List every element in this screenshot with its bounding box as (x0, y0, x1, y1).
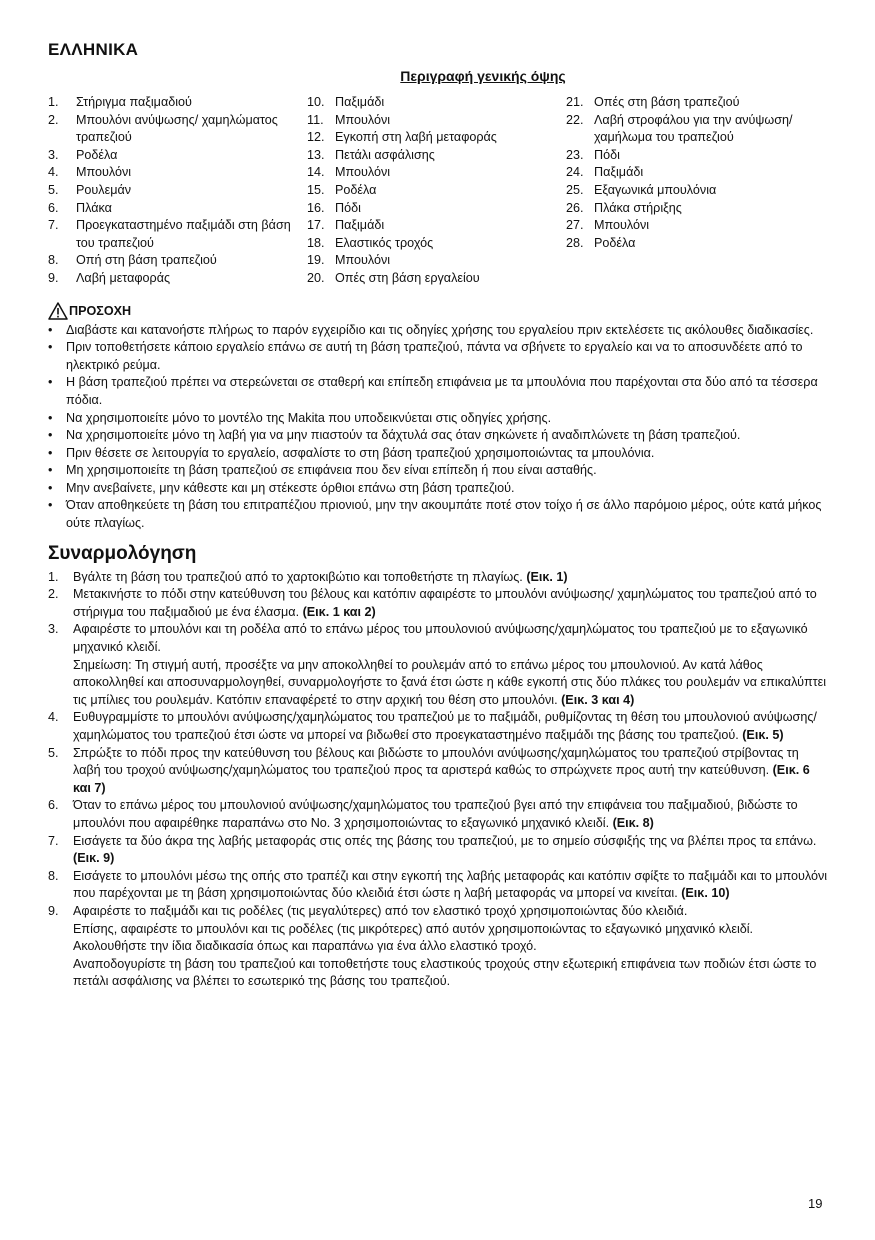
part-item (307, 182, 566, 200)
figure-reference: (Εικ. 10) (681, 886, 730, 901)
part-item (566, 235, 828, 253)
step-note-line (73, 657, 828, 710)
step-body (73, 797, 828, 832)
part-label: Πλάκα (76, 200, 112, 215)
part-number: 5. (48, 182, 59, 197)
part-label: Λαβή μεταφοράς (76, 270, 171, 285)
caution-item (48, 322, 828, 340)
part-label: Ρουλεμάν (76, 182, 132, 197)
part-item (307, 252, 566, 270)
part-label: Μπουλόνι ανύψωσης/ χαμηλώματος τραπεζιού (76, 112, 278, 145)
part-number: 16. (307, 200, 325, 215)
step-text: Εισάγετε το μπουλόνι μέσω της οπής στο τραπέζι και στην εγκοπή της λαβής μεταφοράς και κατόπιν σφίξτε το παξιμάδι και το μπουλόνι που παρέχονται με τη βάση χρησιμοποιώντας δύο κλειδιά έτσι ώστε η λαβή μεταφοράς να μπορεί να κινείται. (73, 868, 828, 901)
parts-column-3 (566, 94, 828, 288)
figure-reference: (Εικ. 1) (526, 569, 568, 584)
part-number: 11. (307, 112, 324, 127)
part-number: 7. (48, 218, 59, 233)
step-body (73, 709, 828, 744)
part-label: Μπουλόνι (335, 253, 391, 268)
caution-text: Να χρησιμοποιείτε μόνο τη λαβή για να μην πιαστούν τα δάχτυλά σας όταν σηκώνετε ή αναδιπλώνετε τη βάση τραπεζιού. (66, 428, 741, 443)
part-label: Οπές στη βάση τραπεζιού (594, 95, 740, 109)
step-text-line (73, 797, 828, 832)
part-number: 20. (307, 270, 325, 285)
step-extra-paragraph: Αναποδογυρίστε τη βάση του τραπεζιού και τοποθετήστε τους ελαστικούς τροχούς στην εξωτερική επιφάνεια των ποδιών έτσι ώστε το πετάλι ασφάλισης να βλέπει το εσωτερικό της βάσης του τραπεζιού. (73, 956, 817, 989)
step-text: Βγάλτε τη βάση του τραπεζιού από το χαρτοκιβώτιο και τοποθετήστε τη πλαγίως. (73, 569, 527, 584)
step-number: 1. (48, 569, 59, 584)
part-item (307, 217, 566, 235)
part-label: Πετάλι ασφάλισης (335, 147, 435, 162)
part-label: Μπουλόνι (335, 112, 391, 127)
part-number: 27. (566, 218, 584, 233)
figure-reference: (Εικ. 3 και 4) (561, 692, 635, 707)
caution-list (48, 322, 828, 533)
caution-text: Διαβάστε και κατανοήστε πλήρως το παρόν εγχειρίδιο και τις οδηγίες χρήσης του εργαλείου πριν εκτελέσετε τις ακόλουθες διαδικασίες. (66, 322, 814, 337)
assembly-step (48, 586, 828, 621)
figure-reference: (Εικ. 6 και 7) (73, 763, 810, 795)
assembly-step (48, 709, 828, 744)
part-item (307, 235, 566, 253)
figure-reference: (Εικ. 9) (73, 851, 115, 866)
part-item (307, 129, 566, 147)
caution-item (48, 462, 828, 480)
assembly-heading: Συναρμολόγηση (48, 542, 197, 564)
bullet-glyph: • (48, 375, 53, 390)
bullet-glyph: • (48, 445, 53, 460)
part-label: Στήριγμα παξιμαδιού (76, 95, 192, 109)
part-number: 19. (307, 253, 325, 268)
part-number: 6. (48, 200, 59, 215)
part-number: 28. (566, 235, 584, 250)
step-number: 5. (48, 745, 59, 760)
part-number: 12. (307, 130, 325, 145)
part-label: Προεγκαταστημένο παξιμάδι στη βάση του τραπεζιού (76, 218, 291, 250)
part-label: Μπουλόνι (76, 165, 132, 180)
part-item (48, 182, 307, 200)
part-item (566, 182, 828, 200)
step-extra-paragraph: Επίσης, αφαιρέστε το μπουλόνι και τις ροδέλες (τις μικρότερες) από αυτόν χρησιμοποιώντας το εξαγωνικό μηχανικό κλειδί. (73, 921, 754, 936)
step-text-line (73, 569, 828, 587)
step-extra-paragraph: Ακολουθήστε την ίδια διαδικασία όπως και παραπάνω για ένα άλλο ελαστικό τροχό. (73, 939, 537, 954)
caution-item (48, 480, 828, 498)
step-body (73, 621, 828, 709)
part-item (48, 94, 307, 112)
part-item (307, 164, 566, 182)
part-item (566, 217, 828, 235)
caution-title: ΠΡΟΣΟΧΗ (69, 303, 132, 318)
part-label: Μπουλόνι (594, 218, 650, 233)
part-item (307, 94, 566, 112)
bullet-glyph: • (48, 498, 53, 513)
part-number: 22. (566, 112, 584, 127)
part-number: 13. (307, 147, 325, 162)
part-number: 18. (307, 235, 325, 250)
part-label: Εγκοπή στη λαβή μεταφοράς (335, 130, 497, 145)
assembly-step (48, 621, 828, 709)
step-text: Μετακινήστε το πόδι στην κατεύθυνση του βέλους και κατόπιν αφαιρέστε το μπουλόνι ανύψωσης/ χαμηλώματος του τραπεζιού από το στήριγμα του παξιμαδιού με ένα έλασμα. (73, 587, 817, 619)
step-text: Εισάγετε τα δύο άκρα της λαβής μεταφοράς στις οπές της βάσης του τραπεζιού, με το σημείο σύσφιξής της να βλέπει προς τα επάνω. (73, 833, 817, 848)
step-text-line (73, 903, 828, 921)
parts-column-2 (307, 94, 566, 288)
caution-text: Η βάση τραπεζιού πρέπει να στερεώνεται σε σταθερή και επίπεδη επιφάνεια με τα μπουλόνια που παρέχονται στα δύο από τα τέσσερα πόδια. (66, 375, 818, 407)
step-text-line (73, 745, 828, 798)
warning-triangle-icon (48, 302, 68, 320)
bullet-glyph: • (48, 410, 53, 425)
part-label: Οπή στη βάση τραπεζιού (76, 253, 217, 268)
part-number: 10. (307, 95, 325, 109)
step-text: Όταν το επάνω μέρος του μπουλονιού ανύψωσης/χαμηλώματος του τραπεζιού βγει από την επιφάνεια του παξιμαδιού, βιδώστε το μπουλόνι που αφαιρέθηκε παραπάνω στο No. 3 χρησιμοποιώντας το εξαγωνικό μηχανικό κλειδί. (73, 798, 798, 830)
caution-item (48, 497, 828, 532)
part-label: Παξιμάδι (335, 218, 385, 233)
part-label: Ροδέλα (335, 182, 377, 197)
part-label: Πόδι (594, 147, 620, 162)
parts-list (48, 94, 828, 288)
part-number: 14. (307, 165, 325, 180)
part-item (307, 270, 566, 288)
part-label: Ελαστικός τροχός (335, 235, 434, 250)
part-item (566, 164, 828, 182)
caution-text: Πριν θέσετε σε λειτουργία το εργαλείο, ασφαλίστε το στη βάση τραπεζιού χρησιμοποιώντας τα μπουλόνια. (66, 445, 655, 460)
caution-text: Όταν αποθηκεύετε τη βάση του επιτραπέζιου πριονιού, μην την ακουμπάτε ποτέ στον τοίχο ή σε άλλο παρόμοιο μέρος, ούτε κατά μήκος ούτε πλαγίως. (66, 498, 822, 531)
language-heading: ΕΛΛΗΝΙΚΑ (48, 40, 139, 59)
step-body (73, 745, 828, 798)
assembly-step (48, 833, 828, 868)
bullet-glyph: • (48, 480, 53, 495)
part-item (48, 147, 307, 165)
part-number: 24. (566, 165, 584, 180)
assembly-steps (48, 569, 828, 991)
step-number: 8. (48, 868, 59, 883)
part-item (48, 217, 307, 252)
bullet-glyph: • (48, 340, 53, 355)
part-label: Ροδέλα (76, 147, 118, 162)
caution-text: Μην ανεβαίνετε, μην κάθεστε και μη στέκεστε όρθιοι επάνω στη βάση τραπεζιού. (66, 480, 515, 495)
part-number: 1. (48, 95, 59, 109)
section-subtitle: Περιγραφή γενικής όψης (400, 68, 566, 84)
parts-column-1 (48, 94, 307, 288)
bullet-glyph: • (48, 463, 53, 478)
step-note: Σημείωση: Τη στιγμή αυτή, προσέξτε να μην αποκολληθεί το ρουλεμάν από το επάνω μέρος του μπουλονιού. Αν κατά λάθος αποκολληθεί και αποσυναρμολογηθεί, συναρμολογήστε το ξανά έτσι ώστε η κάθε εγκοπή στις δύο πλάκες του ρουλεμάν να επικαλύπτει τις μπίλιες του ρουλεμάν. Κατόπιν επαναφέρετέ το στην αρχική του θέση στο μπουλόνι. (73, 657, 827, 707)
part-number: 9. (48, 270, 59, 285)
part-number: 23. (566, 147, 584, 162)
part-label: Παξιμάδι (335, 95, 385, 109)
figure-reference: (Εικ. 5) (742, 728, 784, 742)
step-number: 3. (48, 622, 59, 637)
part-label: Πλάκα στήριξης (594, 200, 682, 215)
part-label: Λαβή στροφάλου για την ανύψωση/χαμήλωμα του τραπεζιού (594, 112, 793, 145)
step-body (73, 586, 828, 621)
step-body (73, 868, 828, 903)
caution-item (48, 339, 828, 374)
caution-item (48, 427, 828, 445)
step-number: 4. (48, 710, 59, 725)
caution-heading (48, 302, 828, 320)
step-number: 6. (48, 798, 59, 813)
step-body (73, 569, 828, 587)
figure-reference: (Εικ. 1 και 2) (302, 604, 376, 619)
bullet-glyph: • (48, 322, 53, 337)
part-item (566, 94, 828, 112)
part-label: Μπουλόνι (335, 165, 391, 180)
assembly-step (48, 903, 828, 991)
figure-reference: (Εικ. 8) (612, 815, 654, 830)
part-label: Πόδι (335, 200, 361, 215)
part-item (48, 112, 307, 147)
caution-item (48, 410, 828, 428)
part-number: 3. (48, 147, 59, 162)
part-item (48, 164, 307, 182)
part-label: Ροδέλα (594, 235, 636, 250)
part-item (307, 200, 566, 218)
part-number: 25. (566, 182, 584, 197)
assembly-step (48, 868, 828, 903)
step-text: Αφαιρέστε το παξιμάδι και τις ροδέλες (τις μεγαλύτερες) από τον ελαστικό τροχό χρησιμοποιώντας δύο κλειδιά. (73, 903, 688, 918)
part-item (566, 200, 828, 218)
step-text: Ευθυγραμμίστε το μπουλόνι ανύψωσης/χαμηλώματος του τραπεζιού με το παξιμάδι, ρυθμίζοντας τη θέση του μπουλονιού ανύψωσης/χαμηλώματος του τραπεζιού έτσι ώστε να μπορεί να βιδωθεί στο προεγκαταστημένο παξιμάδι της βάσης του τραπεζιού. (73, 710, 817, 742)
part-item (307, 112, 566, 130)
caution-text: Να χρησιμοποιείτε μόνο το μοντέλο της Makita που υποδεικνύεται στις οδηγίες χρήσης. (66, 410, 552, 425)
part-item (566, 147, 828, 165)
part-number: 2. (48, 112, 59, 127)
caution-text: Μη χρησιμοποιείτε τη βάση τραπεζιού σε επιφάνεια που δεν είναι επίπεδη ή που είναι ασταθής. (66, 463, 597, 478)
part-label: Οπές στη βάση εργαλείου (335, 270, 480, 285)
part-item (48, 252, 307, 270)
part-number: 17. (307, 218, 325, 233)
caution-item (48, 374, 828, 409)
part-number: 26. (566, 200, 584, 215)
part-item (48, 200, 307, 218)
part-item (48, 270, 307, 288)
step-text-line (73, 833, 828, 868)
step-text: Σπρώξτε το πόδι προς την κατεύθυνση του βέλους και βιδώστε το μπουλόνι ανύψωσης/χαμηλώματος του τραπεζιού στρίβοντας τη λαβή του τροχού ανύψωσης/χαμηλώματος του τραπεζιού προς τα αριστερά καθώς το σπρώχνετε προς αυτή την κατεύθυνση. (73, 745, 799, 778)
step-text-line (73, 868, 828, 903)
assembly-step (48, 569, 828, 587)
part-number: 8. (48, 253, 59, 268)
part-number: 21. (566, 95, 584, 109)
step-text-line (73, 621, 828, 656)
assembly-step (48, 745, 828, 798)
step-number: 2. (48, 587, 59, 602)
part-item (566, 112, 828, 147)
caution-item (48, 445, 828, 463)
page-number: 19 (808, 1196, 823, 1211)
part-label: Παξιμάδι (594, 165, 644, 180)
step-body (73, 903, 828, 991)
assembly-step (48, 797, 828, 832)
step-body (73, 833, 828, 868)
part-item (307, 147, 566, 165)
manual-page (48, 40, 828, 991)
part-number: 15. (307, 182, 325, 197)
step-text: Αφαιρέστε το μπουλόνι και τη ροδέλα από το επάνω μέρος του μπουλονιού ανύψωσης/χαμηλώματος του τραπεζιού με το εξαγωνικό μηχανικό κλειδί. (73, 622, 808, 655)
part-label: Εξαγωνικά μπουλόνια (594, 182, 717, 197)
part-number: 4. (48, 165, 59, 180)
step-number: 9. (48, 903, 59, 918)
bullet-glyph: • (48, 428, 53, 443)
step-number: 7. (48, 833, 59, 848)
step-text-line (73, 586, 828, 621)
caution-text: Πριν τοποθετήσετε κάποιο εργαλείο επάνω σε αυτή τη βάση τραπεζιού, πάντα να σβήνετε το εργαλείο και να το αποσυνδέετε από το ηλεκτρικό ρεύμα. (66, 340, 803, 372)
step-text-line (73, 709, 828, 744)
